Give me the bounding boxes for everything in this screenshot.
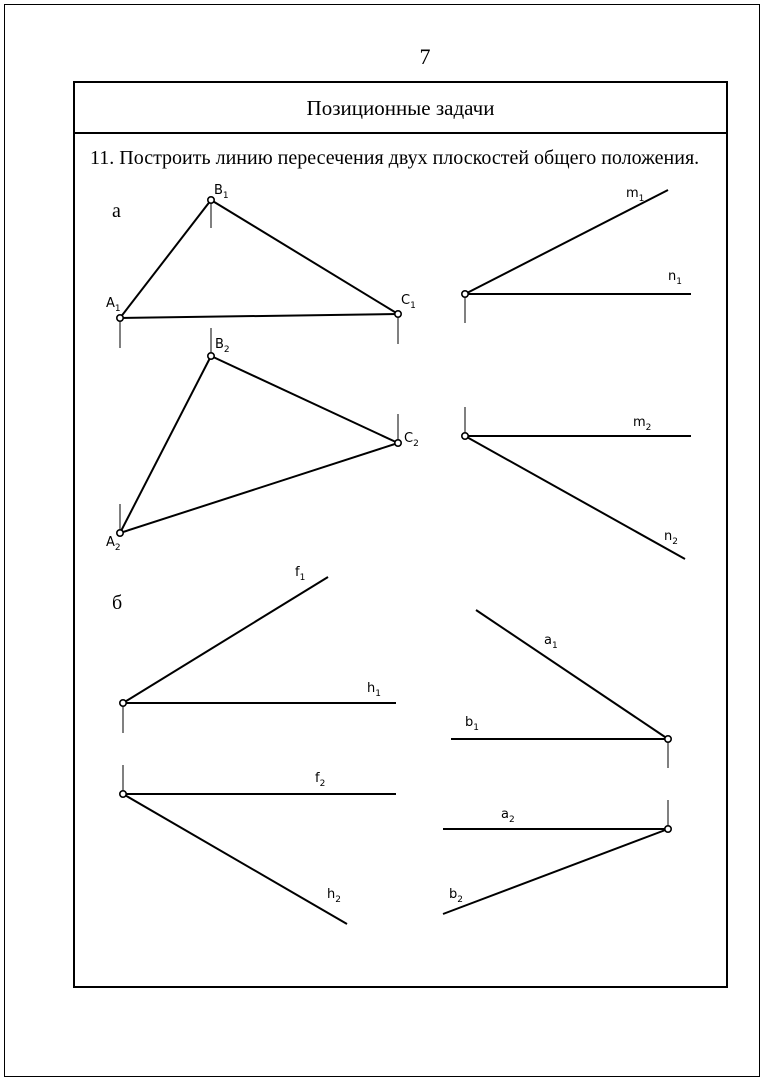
point-c2 — [395, 440, 401, 446]
label-c2: $C_2$ — [404, 431, 419, 449]
point-mn-2 — [462, 433, 468, 439]
point-a1 — [117, 315, 123, 321]
label-a1: $A_1$ — [106, 296, 121, 314]
label-b1: $B_1$ — [214, 183, 229, 201]
label-n1: $n_1$ — [668, 269, 682, 287]
point-mn-1 — [462, 291, 468, 297]
lines-mn-2 — [465, 436, 691, 559]
label-a2-line: $a_2$ — [501, 807, 515, 825]
label-c1: $C_1$ — [401, 293, 416, 311]
page-number: 7 — [419, 44, 431, 69]
point-c1 — [395, 311, 401, 317]
lines-fh-2 — [123, 794, 396, 924]
label-f2: $f_2$ — [315, 771, 326, 789]
page-title: Позиционные задачи — [73, 82, 728, 134]
label-n2: $n_2$ — [664, 529, 678, 547]
label-a1-line: $a_1$ — [544, 633, 558, 651]
label-m2: $m_2$ — [633, 415, 652, 433]
lines-mn-1 — [465, 190, 691, 294]
point-a2 — [117, 530, 123, 536]
point-b2 — [208, 353, 214, 359]
section-label-a: а — [112, 200, 121, 222]
point-ab-2 — [665, 826, 671, 832]
label-b1-line: $b_1$ — [465, 715, 479, 733]
label-f1: $f_1$ — [295, 565, 306, 583]
projection-ticks-abc-2 — [120, 328, 398, 533]
projection-ticks-abc-1 — [120, 200, 398, 348]
point-fh-1 — [120, 700, 126, 706]
point-fh-2 — [120, 791, 126, 797]
triangle-abc-1 — [120, 200, 398, 318]
label-b2: $B_2$ — [215, 337, 230, 355]
triangle-abc-2 — [120, 356, 398, 533]
label-h2: $h_2$ — [327, 887, 341, 905]
points — [117, 197, 671, 832]
label-b2-line: $b_2$ — [449, 887, 463, 905]
lines-ab-1 — [451, 610, 668, 739]
label-a2: $A_2$ — [106, 535, 121, 553]
label-m1: $m_1$ — [626, 186, 645, 204]
label-h1: $h_1$ — [367, 681, 381, 699]
section-label-b: б — [112, 592, 123, 614]
lines-ab-2 — [443, 829, 668, 914]
point-ab-1 — [665, 736, 671, 742]
task-statement: 11. Построить линию пересечения двух плоскостей общего положения. — [90, 147, 700, 169]
lines-fh-1 — [123, 577, 396, 703]
